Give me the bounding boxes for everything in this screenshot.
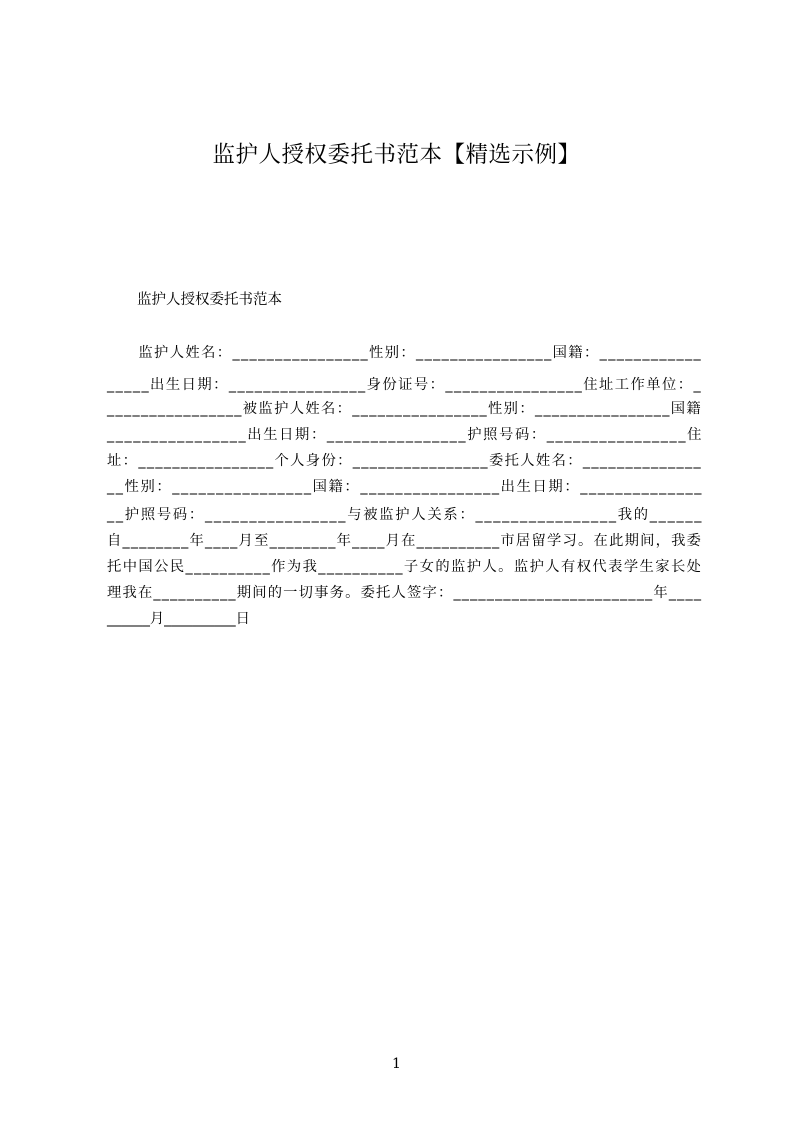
body-line-10: 理我在__________期间的一切事务。委托人签字：________________________年____	[107, 585, 703, 601]
body-line-5: 址：________________个人身份：________________委托人姓名：______________	[107, 453, 703, 469]
page-number: 1	[392, 1056, 401, 1072]
body-line-1: 监护人姓名：________________性别：________________国籍：____________	[107, 345, 703, 361]
body-line-4: ________________出生日期：________________护照号码：________________住	[107, 427, 704, 443]
body-line-8: 自________年____月至________年____月在__________市居留学习。在此期间，我委	[107, 533, 703, 549]
body-line-2: _____出生日期：________________身份证号：________________住址工作单位：_	[107, 377, 703, 393]
body-line-9: 托中国公民__________作为我__________子女的监护人。监护人有权代表学生家长处	[107, 559, 703, 575]
body-line-7: __护照号码：________________与被监护人关系：________________我的______	[107, 507, 704, 523]
body-line-3: ________________被监护人姓名：________________性别：________________国籍	[107, 401, 703, 417]
document-subtitle: 监护人授权委托书范本	[137, 292, 282, 308]
body-line-11: ______月__________日	[107, 611, 250, 627]
body-line-6: __性别：________________国籍：________________出生日期：______________	[107, 479, 704, 495]
document-title: 监护人授权委托书范本【精选示例】	[212, 142, 581, 168]
